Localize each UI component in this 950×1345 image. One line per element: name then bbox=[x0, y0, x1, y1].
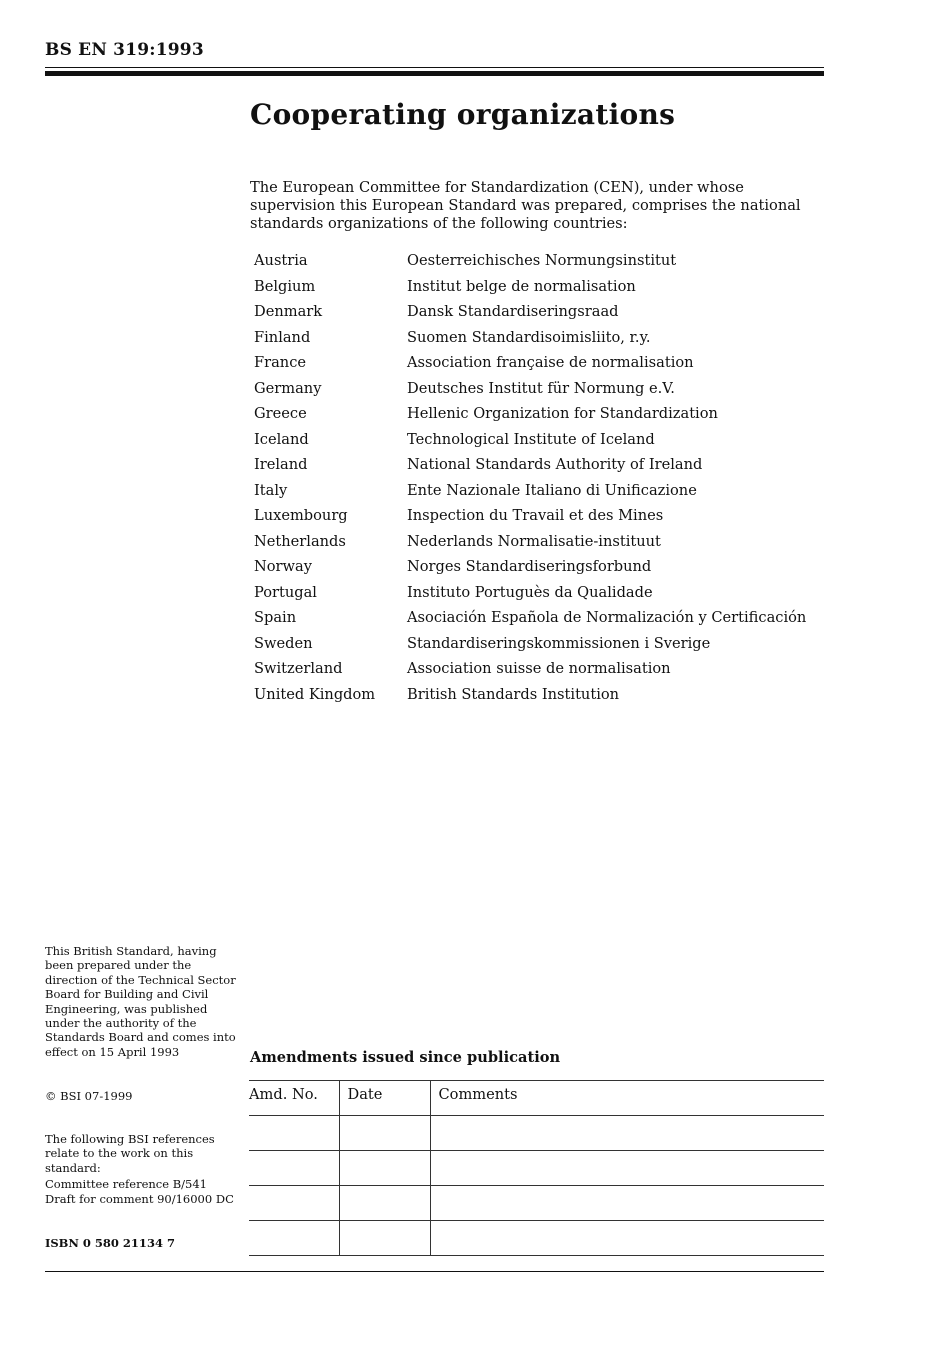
member-list bbox=[254, 248, 824, 707]
table-row bbox=[249, 1116, 824, 1151]
table-row bbox=[249, 1186, 824, 1221]
amendments-heading: Amendments issued since publication bbox=[250, 1049, 561, 1066]
member-organization: Suomen Standardisoimisliito, r.y. bbox=[407, 328, 651, 346]
member-organization: Institut belge de normalisation bbox=[407, 277, 636, 295]
comments-cell bbox=[430, 1221, 824, 1256]
member-country: Sweden bbox=[254, 634, 313, 652]
amendments-header-row bbox=[249, 1081, 824, 1116]
member-country: Italy bbox=[254, 481, 288, 499]
member-row bbox=[254, 529, 824, 555]
member-organization: Inspection du Travail et des Mines bbox=[407, 507, 664, 524]
member-row bbox=[254, 656, 824, 682]
publication-note: This British Standard, having been prepared under the direction of the Technical Sector Board for Building and Civil Engineering, was published under the authority of the Standards Board and comes into effect on 15 April 1993 bbox=[45, 944, 236, 1059]
member-organization: Association française de normalisation bbox=[407, 354, 694, 371]
member-organization: Technological Institute of Iceland bbox=[407, 430, 655, 448]
header-rule-thick bbox=[45, 71, 824, 76]
member-row bbox=[254, 325, 824, 351]
amd-no-cell bbox=[249, 1186, 339, 1221]
footer-rule bbox=[45, 1271, 824, 1272]
member-organization: Deutsches Institut für Normung e.V. bbox=[407, 379, 675, 397]
member-row bbox=[254, 427, 824, 453]
member-row bbox=[254, 274, 824, 300]
member-row bbox=[254, 452, 824, 478]
table-row bbox=[249, 1151, 824, 1186]
member-country: Iceland bbox=[254, 430, 309, 448]
amd-no-cell bbox=[249, 1151, 339, 1186]
member-row bbox=[254, 682, 824, 708]
member-country: Germany bbox=[254, 379, 322, 397]
member-row bbox=[254, 401, 824, 427]
column-header-date: Date bbox=[339, 1081, 430, 1116]
member-organization: Norges Standardiseringsforbund bbox=[407, 558, 652, 575]
amd-no-cell bbox=[249, 1116, 339, 1151]
member-row bbox=[254, 376, 824, 402]
member-country: Austria bbox=[254, 252, 308, 269]
member-country: United Kingdom bbox=[254, 685, 376, 703]
date-cell bbox=[339, 1116, 430, 1151]
draft-reference: Draft for comment 90/16000 DC bbox=[45, 1192, 234, 1206]
member-organization: Ente Nazionale Italiano di Unificazione bbox=[407, 481, 697, 499]
member-country: Finland bbox=[254, 328, 311, 346]
header-rule-thin bbox=[45, 67, 824, 68]
member-country: Spain bbox=[254, 609, 297, 626]
member-country: Portugal bbox=[254, 583, 317, 601]
member-row bbox=[254, 478, 824, 504]
date-cell bbox=[339, 1221, 430, 1256]
member-country: Switzerland bbox=[254, 660, 343, 677]
member-country: Ireland bbox=[254, 456, 308, 473]
member-row bbox=[254, 631, 824, 657]
member-country: Belgium bbox=[254, 277, 316, 295]
date-cell bbox=[339, 1186, 430, 1221]
isbn: ISBN 0 580 21134 7 bbox=[45, 1236, 175, 1250]
member-row bbox=[254, 350, 824, 376]
member-country: France bbox=[254, 354, 307, 371]
committee-reference: Committee reference B/541 bbox=[45, 1177, 207, 1191]
table-row bbox=[249, 1221, 824, 1256]
member-row bbox=[254, 605, 824, 631]
amd-no-cell bbox=[249, 1221, 339, 1256]
document-id: BS EN 319:1993 bbox=[45, 40, 204, 60]
member-row bbox=[254, 554, 824, 580]
member-organization: Oesterreichisches Normungsinstitut bbox=[407, 252, 677, 269]
page-title: Cooperating organizations bbox=[250, 98, 676, 131]
member-organization: National Standards Authority of Ireland bbox=[407, 456, 703, 473]
comments-cell bbox=[430, 1151, 824, 1186]
column-header-comments: Comments bbox=[430, 1081, 824, 1116]
amendments-table bbox=[249, 1080, 824, 1256]
member-organization: Hellenic Organization for Standardization bbox=[407, 405, 718, 422]
intro-paragraph: The European Committee for Standardization (CEN), under whose supervision this European Standard was prepared, comprises the national standards organizations of the following countries: bbox=[250, 179, 801, 232]
comments-cell bbox=[430, 1116, 824, 1151]
member-row bbox=[254, 299, 824, 325]
column-header-amd-no: Amd. No. bbox=[249, 1081, 339, 1116]
member-organization: Asociación Española de Normalización y Certificación bbox=[407, 609, 807, 626]
member-row bbox=[254, 580, 824, 606]
member-organization: Dansk Standardiseringsraad bbox=[407, 303, 619, 320]
member-row bbox=[254, 248, 824, 274]
date-cell bbox=[339, 1151, 430, 1186]
member-organization: British Standards Institution bbox=[407, 685, 620, 703]
member-organization: Instituto Portuguès da Qualidade bbox=[407, 583, 653, 601]
comments-cell bbox=[430, 1186, 824, 1221]
member-country: Luxembourg bbox=[254, 507, 348, 524]
member-country: Greece bbox=[254, 405, 307, 422]
member-row bbox=[254, 503, 824, 529]
member-organization: Association suisse de normalisation bbox=[407, 660, 671, 677]
copyright-notice: © BSI 07-1999 bbox=[45, 1089, 133, 1103]
member-organization: Nederlands Normalisatie-instituut bbox=[407, 532, 661, 550]
bsi-references-intro: The following BSI references relate to the work on this standard: bbox=[45, 1132, 215, 1175]
member-organization: Standardiseringskommissionen i Sverige bbox=[407, 634, 711, 652]
member-country: Norway bbox=[254, 558, 312, 575]
member-country: Netherlands bbox=[254, 532, 346, 550]
member-country: Denmark bbox=[254, 303, 323, 320]
